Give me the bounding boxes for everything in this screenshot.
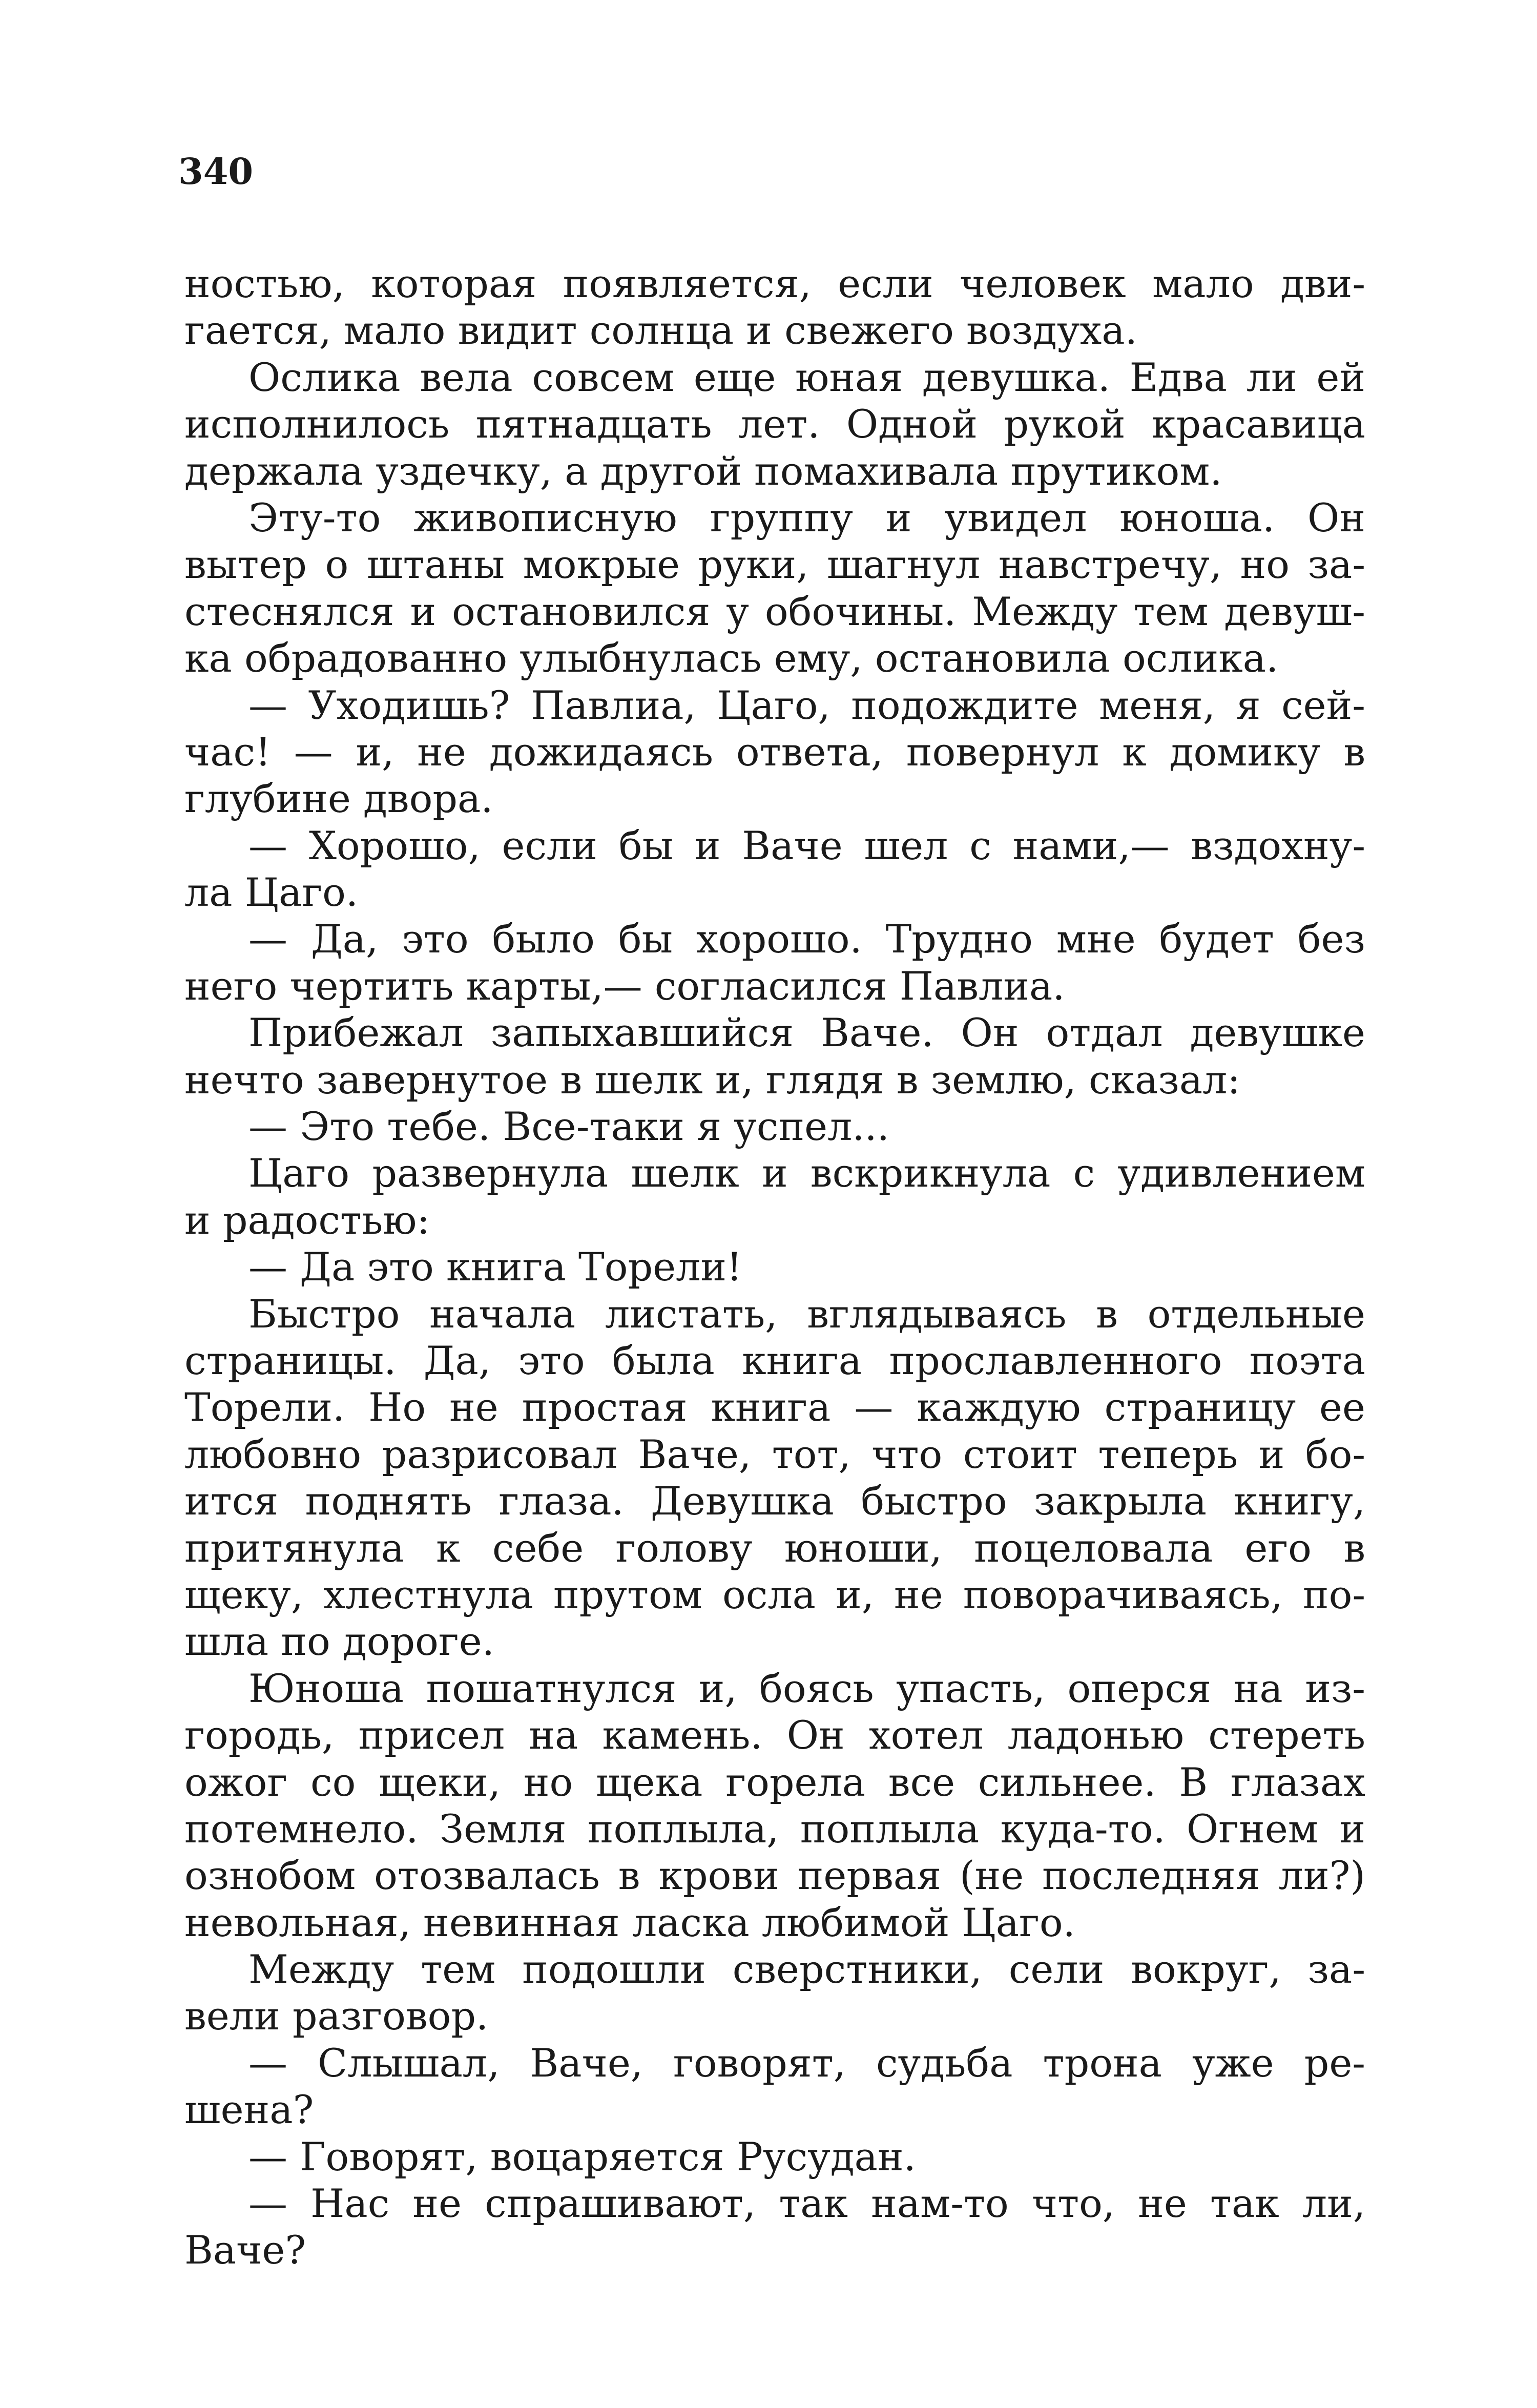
text-line: притянула к себе голову юноши, поцеловала его в [184, 1525, 1365, 1571]
text-line: — Да, это было бы хорошо. Трудно мне будет без [248, 916, 1365, 962]
body-text [184, 260, 1365, 2274]
text-line: держала уздечку, а другой помахивала прутиком. [184, 448, 1222, 494]
text-line: невольная, невинная ласка любимой Цаго. [184, 1899, 1075, 1945]
text-line: ла Цаго. [184, 869, 359, 916]
text-line: любовно разрисовал Ваче, тот, что стоит теперь и бо- [184, 1431, 1365, 1477]
text-line: щеку, хлестнула прутом осла и, не поворачиваясь, по- [184, 1571, 1365, 1617]
text-line: Юноша пошатнулся и, боясь упасть, оперся на из- [248, 1665, 1365, 1711]
text-line: ка обрадованно улыбнулась ему, остановила ослика. [184, 635, 1279, 681]
text-line: ностью, которая появляется, если человек мало дви- [184, 261, 1365, 306]
text-line: ожог со щеки, но щека горела все сильнее. В глазах [184, 1759, 1365, 1805]
text-line: шена? [184, 2087, 314, 2133]
text-line: вели разговор. [184, 1993, 489, 2039]
text-line: Прибежал запыхавшийся Ваче. Он отдал девушке [248, 1010, 1365, 1056]
page-number: 340 [178, 150, 254, 193]
text-line: час! — и, не дожидаясь ответа, повернул к домику в [184, 729, 1365, 775]
text-line: страницы. Да, это была книга прославленного поэта [184, 1337, 1365, 1383]
text-line: — Да это книга Торели! [248, 1244, 742, 1290]
text-line: стеснялся и остановился у обочины. Между тем девуш- [184, 588, 1365, 634]
text-line: исполнилось пятнадцать лет. Одной рукой красавица [184, 401, 1365, 447]
text-line: шла по дороге. [184, 1618, 494, 1665]
text-line: Торели. Но не простая книга — каждую страницу ее [184, 1384, 1365, 1430]
text-line: Быстро начала листать, вглядываясь в отдельные [248, 1291, 1365, 1337]
text-line: — Уходишь? Павлиа, Цаго, подождите меня, я сей- [248, 682, 1365, 728]
text-line: Между тем подошли сверстники, сели вокруг, за- [248, 1946, 1365, 1992]
text-line: потемнело. Земля поплыла, поплыла куда-то. Огнем и [184, 1805, 1365, 1852]
text-line: — Слышал, Ваче, говорят, судьба трона уже ре- [248, 2040, 1365, 2086]
text-line: Ваче? [184, 2227, 306, 2273]
text-line: — Хорошо, если бы и Ваче шел с нами,— вздохну- [248, 822, 1365, 868]
text-line: Цаго развернула шелк и вскрикнула с удивлением [248, 1150, 1365, 1196]
text-line: и радостью: [184, 1197, 430, 1243]
text-line: Эту-то живописную группу и увидел юноша. Он [248, 494, 1365, 541]
text-line: — Говорят, воцаряется Русудан. [248, 2133, 916, 2179]
text-line: — Нас не спрашивают, так нам-то что, не так ли, [248, 2181, 1365, 2227]
text-line: него чертить карты,— согласился Павлиа. [184, 963, 1065, 1009]
text-line: гается, мало видит солнца и свежего воздуха. [184, 307, 1137, 354]
text-line: городь, присел на камень. Он хотел ладонью стереть [184, 1712, 1365, 1758]
text-line: нечто завернутое в шелк и, глядя в землю, сказал: [184, 1056, 1241, 1103]
text-line: глубине двора. [184, 776, 493, 822]
text-line: Ослика вела совсем еще юная девушка. Едва ли ей [248, 354, 1365, 400]
text-line: вытер о штаны мокрые руки, шагнул навстречу, но за- [184, 542, 1365, 588]
text-line: — Это тебе. Все-таки я успел... [248, 1104, 889, 1150]
text-line: ится поднять глаза. Девушка быстро закрыла книгу, [184, 1478, 1365, 1524]
text-line: ознобом отозвалась в крови первая (не последняя ли?) [184, 1853, 1365, 1899]
